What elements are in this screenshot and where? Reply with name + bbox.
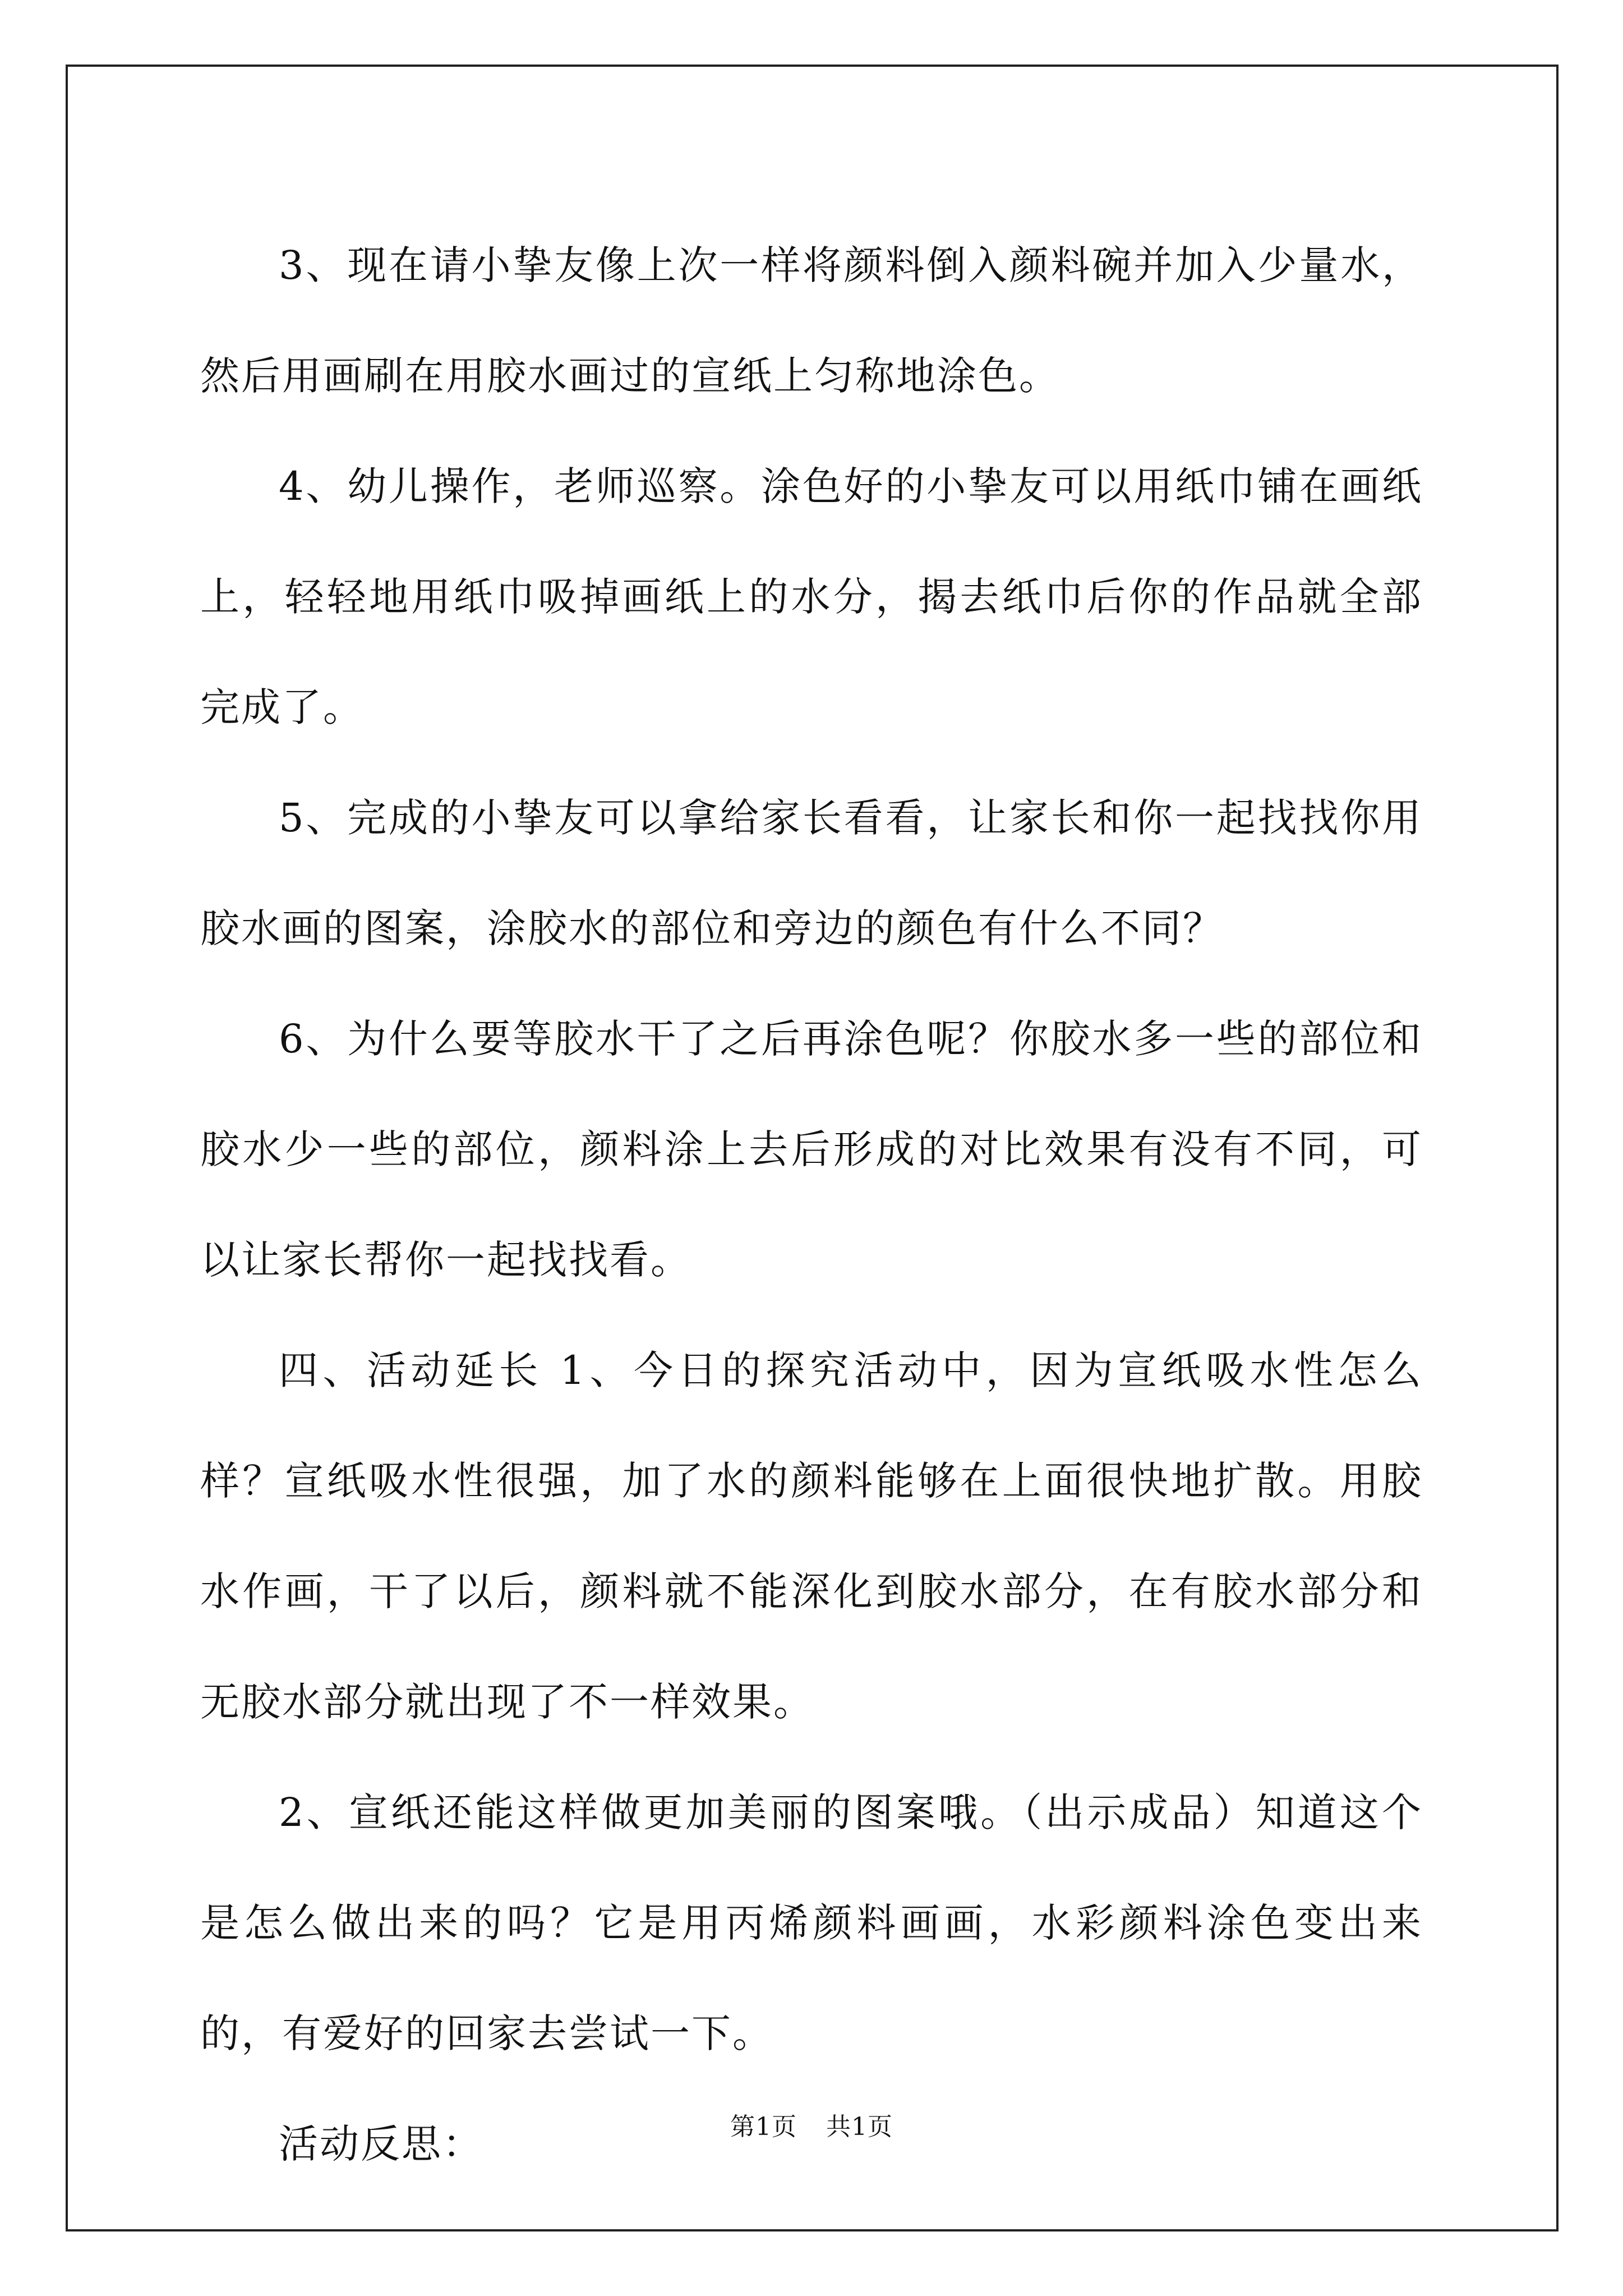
paragraph-extension-2: 2、宣纸还能这样做更加美丽的图案哦。（出示成品）知道这个是怎么做出来的吗？它是用丙烯颜料画画，水彩颜料涂色变出来的，有爱好的回家去尝试一下。 bbox=[200, 1789, 1423, 2056]
paragraph-reflection-heading: 活动反思： bbox=[279, 2121, 483, 2167]
paragraph-step-3: 3、现在请小挚友像上次一样将颜料倒入颜料碗并加入少量水，然后用画刷在用胶水画过的宣纸上匀称地涂色。 bbox=[200, 242, 1423, 399]
paragraph-step-6: 6、为什么要等胶水干了之后再涂色呢？你胶水多一些的部位和胶水少一些的部位，颜料涂上去后形成的对比效果有没有不同，可以让家长帮你一起找找看。 bbox=[200, 1016, 1423, 1283]
page-footer bbox=[0, 2110, 1623, 2144]
page-number-current: 第1页 bbox=[730, 2113, 797, 2141]
page-number-total: 共1页 bbox=[826, 2113, 893, 2141]
paragraph-step-5: 5、完成的小挚友可以拿给家长看看，让家长和你一起找找你用胶水画的图案，涂胶水的部位和旁边的颜色有什么不同？ bbox=[200, 795, 1423, 951]
document-body bbox=[200, 210, 1423, 2200]
paragraph-step-4: 4、幼儿操作，老师巡察。涂色好的小挚友可以用纸巾铺在画纸上，轻轻地用纸巾吸掉画纸上的水分，揭去纸巾后你的作品就全部完成了。 bbox=[200, 463, 1423, 730]
paragraph-activity-extension: 四、活动延长 1、今日的探究活动中，因为宣纸吸水性怎么样？宣纸吸水性很强，加了水的颜料能够在上面很快地扩散。用胶水作画，干了以后，颜料就不能深化到胶水部分，在有胶水部分和无胶水部分就出现了不一样效果。 bbox=[200, 1347, 1423, 1725]
